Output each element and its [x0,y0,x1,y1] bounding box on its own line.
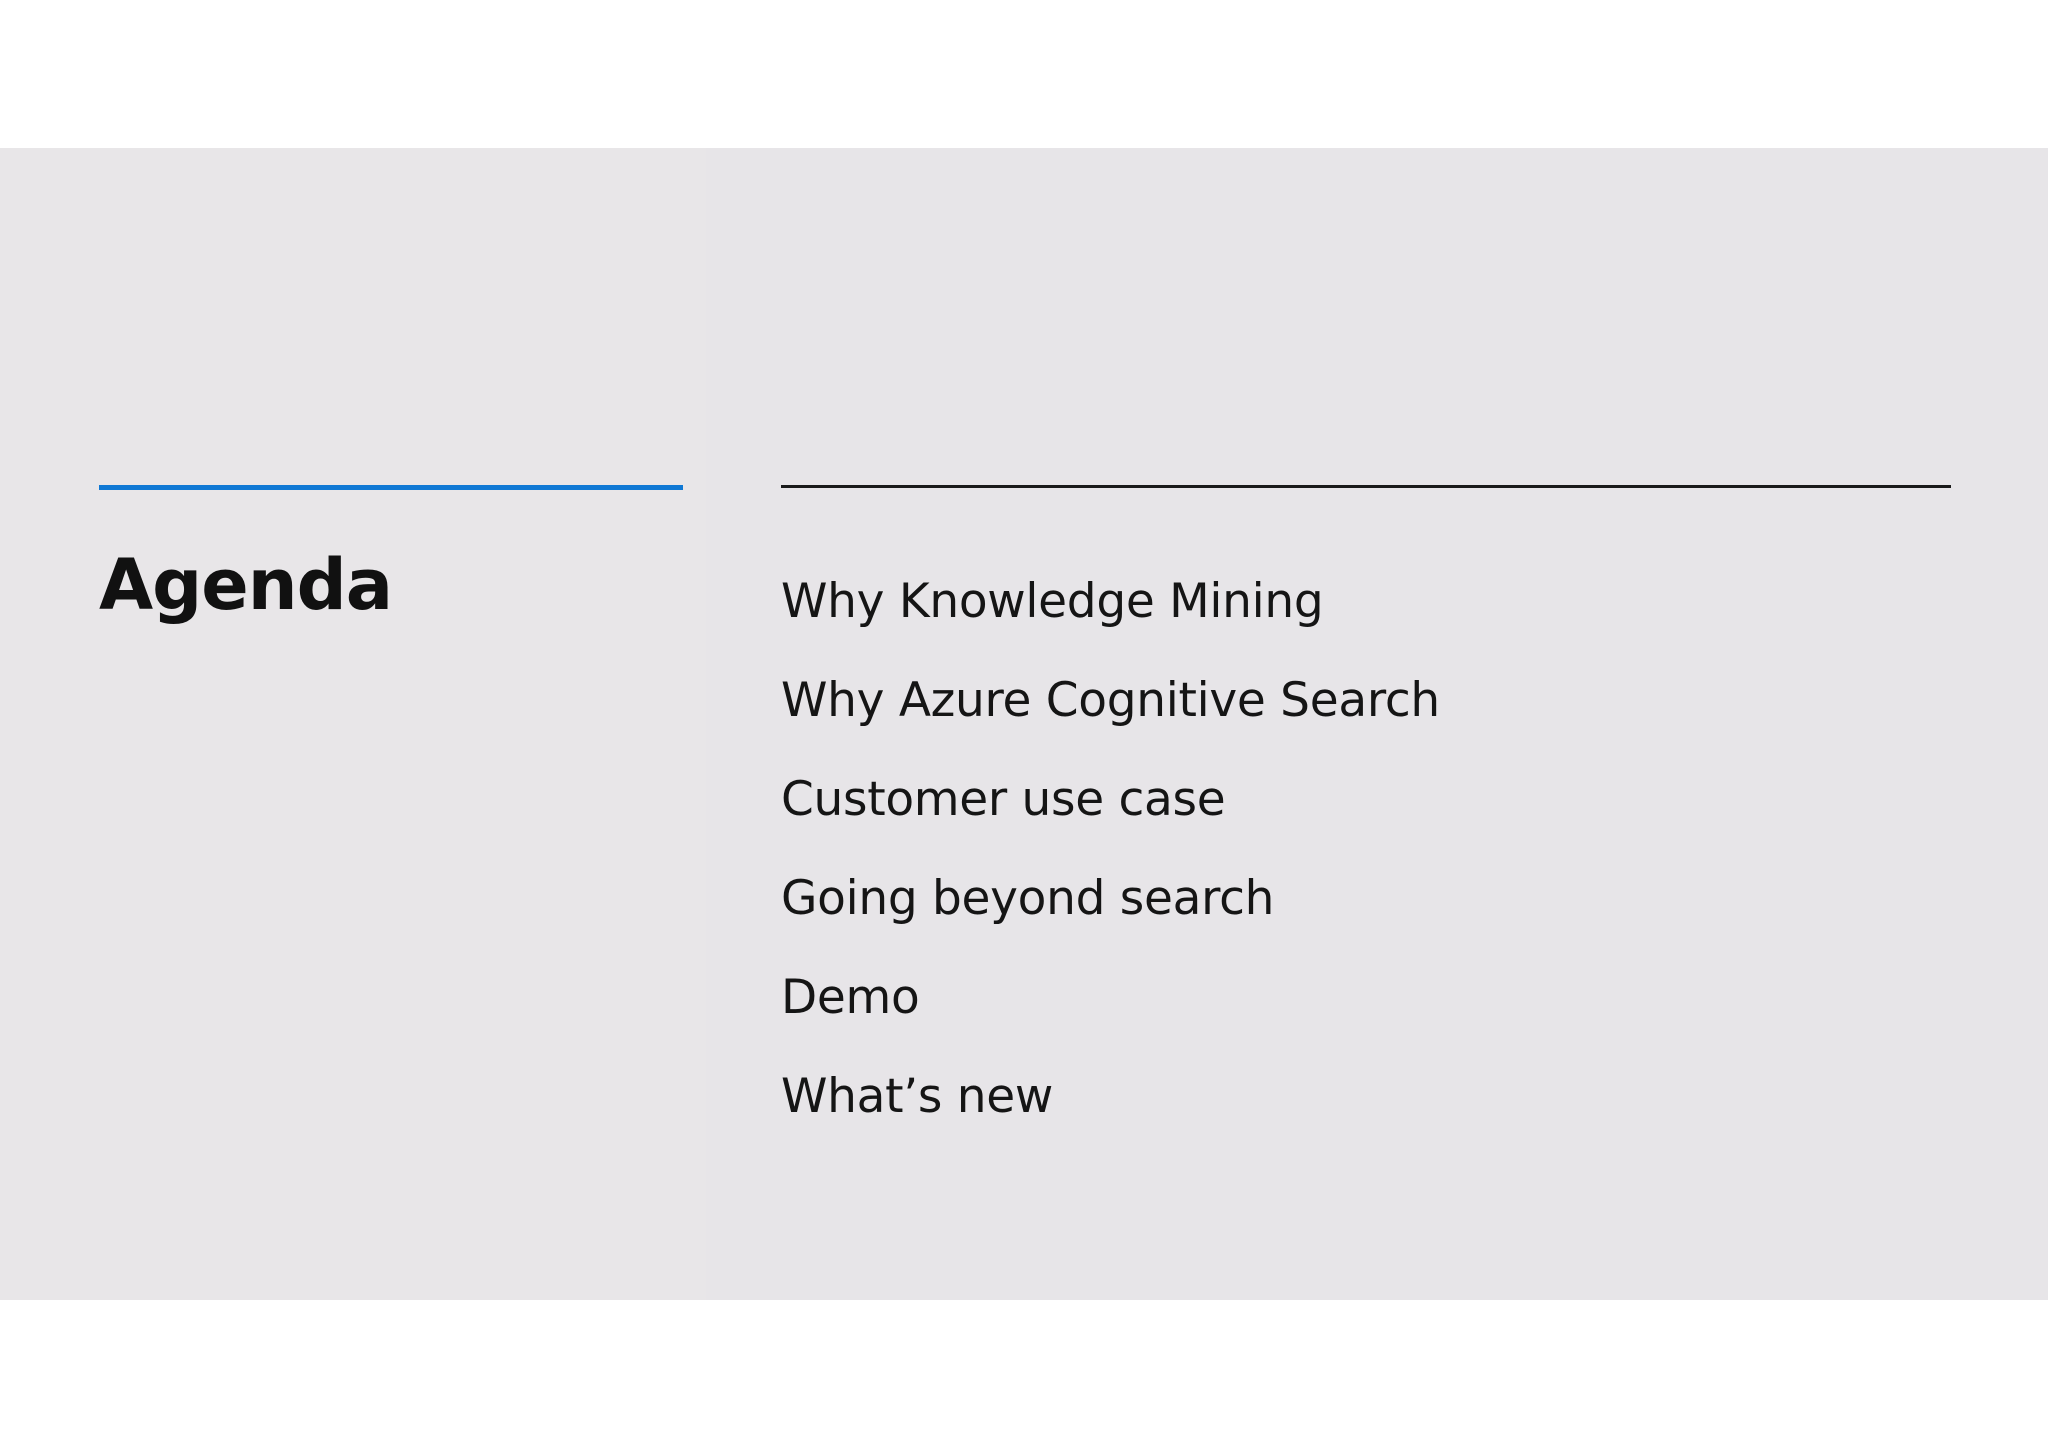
agenda-item: Demo [781,970,920,1025]
agenda-divider-rule [781,485,1951,488]
title-accent-rule [99,485,683,490]
agenda-list [781,552,1440,1146]
agenda-item: Why Knowledge Mining [781,574,1324,629]
agenda-item: Why Azure Cognitive Search [781,673,1440,728]
agenda-item: Going beyond search [781,871,1275,926]
agenda-item: Customer use case [781,772,1226,827]
agenda-item: What’s new [781,1069,1054,1124]
slide-title: Agenda [99,544,392,626]
